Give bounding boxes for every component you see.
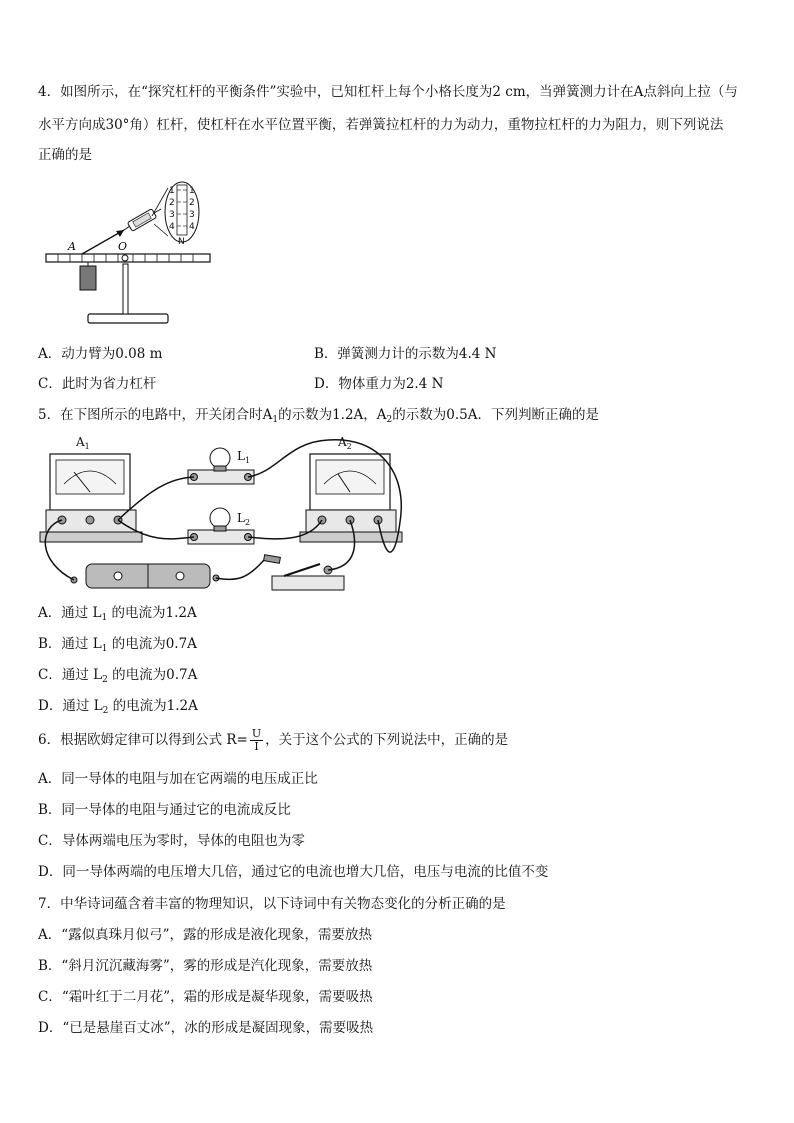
q7-option-b: B．“斜月沉沉藏海雾”，雾的形成是汽化现象，需要放热 bbox=[38, 958, 373, 974]
battery-icon bbox=[71, 564, 219, 588]
q4-option-d: D．物体重力为2.4 N bbox=[314, 376, 444, 392]
q4-stem-line-1: 4．如图所示，在“探究杠杆的平衡条件”实验中，已知杠杆上每个小格长度为2 cm，当弹簧测力计在A点斜向上拉（与 bbox=[38, 84, 738, 100]
scale-left-3: 3 bbox=[169, 210, 175, 220]
l2-label: $L_2$ bbox=[237, 511, 251, 527]
lever-figure bbox=[38, 176, 218, 328]
q4-stem-line-2: 水平方向成30°角）杠杆，使杠杆在水平位置平衡，若弹簧拉杠杆的力为动力，重物拉杠杆的力为阻力，则下列说法 bbox=[38, 117, 724, 133]
circuit-figure bbox=[38, 432, 418, 597]
q5-option-a: A．通过 $L_1$ 的电流为1.2A bbox=[38, 605, 197, 623]
scale-unit: N bbox=[178, 237, 185, 247]
scale-right-1: 1 bbox=[189, 186, 195, 196]
scale-left-2: 2 bbox=[169, 198, 175, 208]
q4-option-c: C．此时为省力杠杆 bbox=[38, 376, 157, 392]
label-a: A bbox=[68, 240, 76, 253]
q4-option-b: B．弹簧测力计的示数为4.4 N bbox=[314, 346, 497, 362]
q6-option-a: A．同一导体的电阻与加在它两端的电压成正比 bbox=[38, 771, 318, 787]
l1-label: $L_1$ bbox=[237, 449, 251, 465]
q5-option-c: C．通过 $L_2$ 的电流为0.7A bbox=[38, 667, 198, 685]
q5-stem: 5．在下图所示的电路中，开关闭合时$A_1$的示数为1.2A，$A_2$的示数为0.5A．下列判断正确的是 bbox=[38, 407, 599, 425]
q7-stem: 7．中华诗词蕴含着丰富的物理知识，以下诗词中有关物态变化的分析正确的是 bbox=[38, 896, 506, 912]
q7-option-c: C．“霜叶红于二月花”，霜的形成是凝华现象，需要吸热 bbox=[38, 989, 373, 1005]
q4-option-a: A．动力臂为0.08 m bbox=[38, 346, 163, 362]
q4-stem-line-3: 正确的是 bbox=[38, 147, 92, 163]
scale-left-4: 4 bbox=[169, 222, 175, 232]
q5-option-d: D．通过 $L_2$ 的电流为1.2A bbox=[38, 698, 198, 716]
ammeter-a1-icon bbox=[40, 454, 142, 542]
ohm-fraction: $\frac{U}{I}$ bbox=[251, 727, 262, 753]
q7-option-a: A．“露似真珠月似弓”，露的形成是液化现象，需要放热 bbox=[38, 927, 373, 943]
scale-right-2: 2 bbox=[189, 198, 195, 208]
q6-stem: 6．根据欧姆定律可以得到公式 R= $\frac{U}{I}$ ，关于这个公式的下列说法中，正确的是 bbox=[38, 727, 509, 753]
q6-option-d: D．同一导体两端的电压增大几倍，通过它的电流也增大几倍，电压与电流的比值不变 bbox=[38, 864, 549, 880]
a2-label: $A_2$ bbox=[338, 435, 352, 451]
q5-option-b: B．通过 $L_1$ 的电流为0.7A bbox=[38, 636, 197, 654]
scale-right-4: 4 bbox=[189, 222, 195, 232]
switch-icon bbox=[264, 555, 344, 590]
q6-option-b: B．同一导体的电阻与通过它的电流成反比 bbox=[38, 802, 291, 818]
q6-option-c: C．导体两端电压为零时，导体的电阻也为零 bbox=[38, 833, 305, 849]
ammeter-a2-icon bbox=[300, 454, 402, 542]
scale-right-3: 3 bbox=[189, 210, 195, 220]
a1-label: $A_1$ bbox=[76, 435, 90, 451]
q7-option-d: D．“已是悬崖百丈冰”，冰的形成是凝固现象，需要吸热 bbox=[38, 1020, 374, 1036]
scale-left-1: 1 bbox=[169, 186, 175, 196]
label-o: O bbox=[118, 240, 128, 253]
